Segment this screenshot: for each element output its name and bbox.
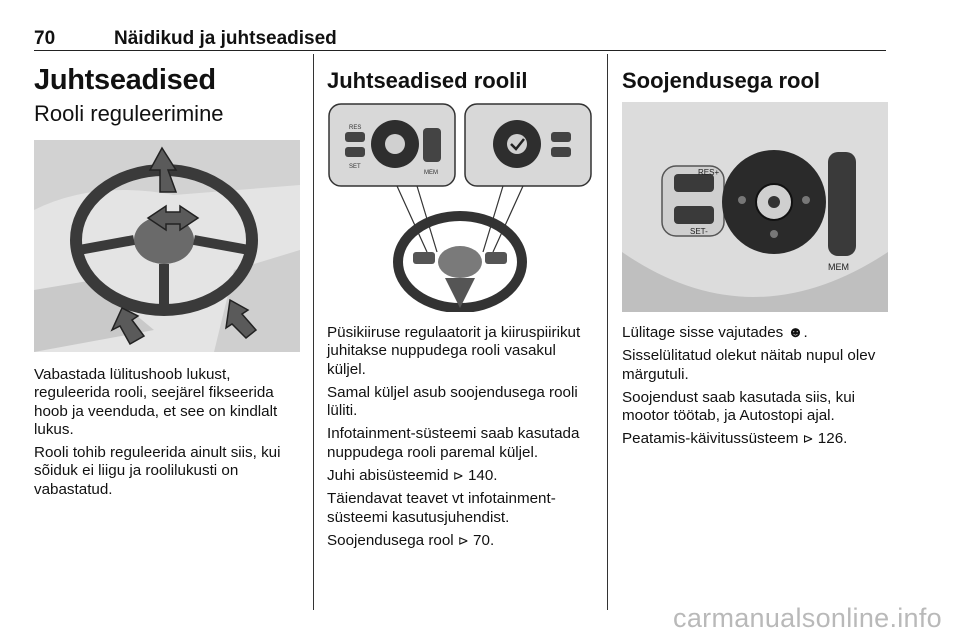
mem-label: MEM <box>828 262 849 272</box>
paragraph: Lülitage sisse vajutades ☻. <box>622 324 808 341</box>
column-3 <box>622 54 888 448</box>
heated-steering-wheel-icon: ☻ <box>787 324 804 341</box>
paragraph: Püsikiiruse regulaatorit ja kiiruspiirikut juhitakse nuppudega rooli vasakul küljel. <box>327 324 581 378</box>
column-1-text <box>34 366 300 504</box>
watermark: carmanualsonline.info <box>673 603 942 633</box>
column-2-text <box>327 324 593 555</box>
mem-label: MEM <box>424 170 438 176</box>
paragraph: Soojendust saab kasutada siis, kui mootor töötab, ja Autostopi ajal. <box>622 388 856 425</box>
paragraph: Täiendavat teavet vt infotainment-süsteemi kasutusjuhendist. <box>327 490 556 526</box>
column-divider <box>607 54 608 610</box>
column-divider <box>313 54 314 610</box>
paragraph: Samal küljel asub soojendusega rooli lüliti. <box>327 383 578 420</box>
chapter-title: Juhtseadised <box>34 64 216 96</box>
subsection-title: Juhtseadised roolil <box>327 68 528 93</box>
reference-arrow-icon: ⊳ <box>802 431 814 447</box>
cross-reference: Soojendusega rool ⊳ 70. <box>327 531 495 549</box>
res-label: RES+ <box>698 168 720 177</box>
section-title: Näidikud ja juhtseadised <box>114 28 337 49</box>
cross-reference: Juhi abisüsteemid ⊳ 140. <box>327 467 498 485</box>
column-1 <box>34 54 300 498</box>
column-2 <box>327 54 593 549</box>
paragraph: Rooli tohib reguleerida ainult siis, kui sõiduk ei liigu ja roolilukusti on vabastatud. <box>34 444 281 498</box>
cross-reference: Peatamis-käivitussüsteem ⊳ 126. <box>622 430 848 448</box>
column-3-text <box>622 324 888 454</box>
steering-wheel-controls-illustration <box>327 102 593 312</box>
reference-arrow-icon: ⊳ <box>452 468 464 484</box>
page-number: 70 <box>34 28 56 49</box>
set-label: SET- <box>690 227 708 236</box>
subsection-title: Soojendusega rool <box>622 68 821 93</box>
steering-adjustment-illustration <box>34 140 300 352</box>
page-header <box>34 26 886 51</box>
res-label: RES <box>349 125 362 131</box>
reference-arrow-icon: ⊳ <box>457 532 469 548</box>
paragraph: Infotainment-süsteemi saab kasutada nuppudega rooli paremal küljel. <box>327 425 580 461</box>
paragraph: Sisselülitatud olekut näitab nupul olev märgutuli. <box>622 347 876 383</box>
subsection-title: Rooli reguleerimine <box>34 101 224 126</box>
heated-steering-wheel-button-illustration <box>622 102 888 312</box>
set-label: SET <box>349 164 361 170</box>
paragraph: Vabastada lülitushoob lukust, reguleerida rooli, seejärel fikseerida hoob ja veenduda, et see on kindlalt lukus. <box>34 366 278 438</box>
